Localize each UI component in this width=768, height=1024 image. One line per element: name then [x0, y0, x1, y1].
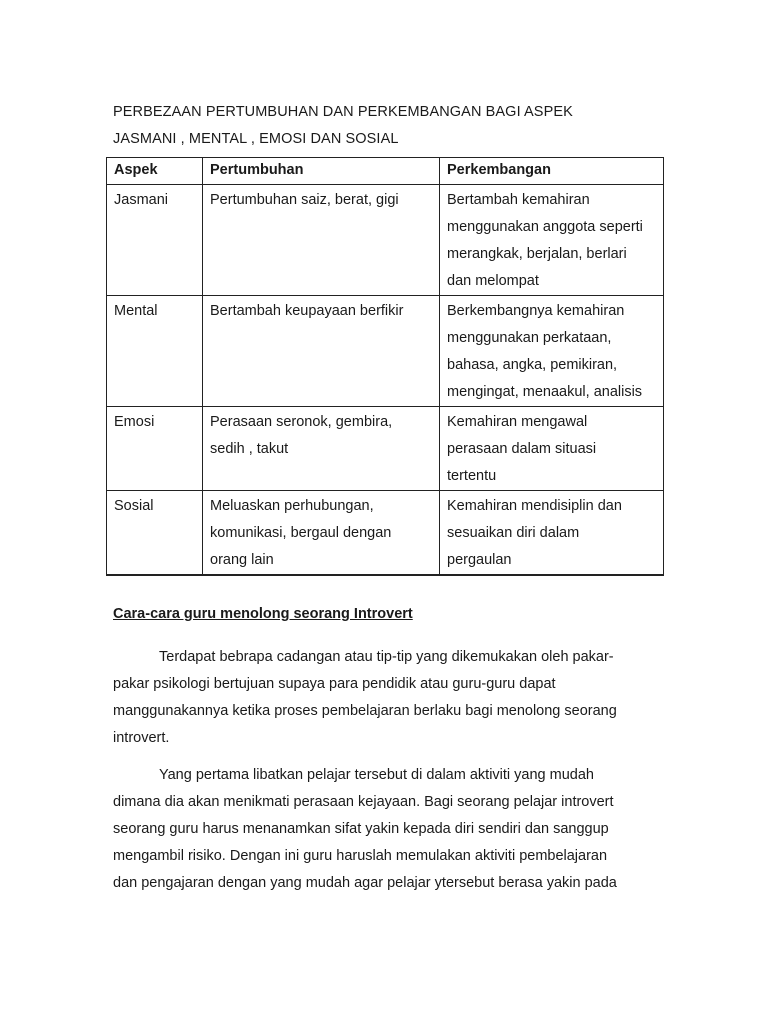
cell-line: Berkembangnya kemahiran	[447, 303, 625, 319]
paragraph-line: Terdapat bebrapa cadangan atau tip-tip yang dikemukakan oleh pakar-	[159, 649, 614, 665]
cell-line: Perasaan seronok, gembira,	[210, 414, 393, 430]
document-title-line-1: PERBEZAAN PERTUMBUHAN DAN PERKEMBANGAN BAGI ASPEK	[113, 104, 573, 120]
cell-line: sesuaikan diri dalam	[447, 525, 580, 541]
cell-pertumbuhan	[203, 296, 440, 407]
cell-line: komunikasi, bergaul dengan	[210, 525, 392, 541]
cell-perkembangan	[440, 296, 664, 407]
cell-line: Pertumbuhan saiz, berat, gigi	[210, 192, 399, 208]
cell-line: Meluaskan perhubungan,	[210, 498, 374, 514]
cell-line: pergaulan	[447, 552, 512, 568]
column-header-aspek: Aspek	[107, 158, 203, 185]
comparison-table	[106, 157, 664, 576]
cell-pertumbuhan	[203, 185, 440, 296]
paragraph-line: seorang guru harus menanamkan sifat yakin kepada diri sendiri dan sanggup	[113, 821, 609, 837]
paragraph-line: dimana dia akan menikmati perasaan kejayaan. Bagi seorang pelajar introvert	[113, 794, 614, 810]
cell-line: Bertambah kemahiran	[447, 192, 590, 208]
paragraph-intro	[113, 644, 643, 752]
cell-line: sedih , takut	[210, 441, 289, 457]
cell-line: Kemahiran mengawal	[447, 414, 588, 430]
paragraph-line: dan pengajaran dengan yang mudah agar pelajar ytersebut berasa yakin pada	[113, 875, 617, 891]
table-row	[107, 185, 664, 296]
cell-perkembangan	[440, 185, 664, 296]
cell-aspek: Mental	[107, 296, 203, 407]
table-row	[107, 296, 664, 407]
cell-perkembangan	[440, 407, 664, 491]
paragraph-line: mengambil risiko. Dengan ini guru haruslah memulakan aktiviti pembelajaran	[113, 848, 608, 864]
cell-aspek: Jasmani	[107, 185, 203, 296]
cell-pertumbuhan	[203, 491, 440, 576]
column-header-perkembangan: Perkembangan	[440, 158, 664, 185]
paragraph-line: introvert.	[113, 730, 170, 746]
cell-line: Kemahiran mendisiplin dan	[447, 498, 622, 514]
cell-aspek: Sosial	[107, 491, 203, 576]
cell-perkembangan	[440, 491, 664, 576]
paragraph-first-tip	[113, 762, 643, 897]
cell-line: merangkak, berjalan, berlari	[447, 246, 627, 262]
cell-line: Bertambah keupayaan berfikir	[210, 303, 404, 319]
cell-line: orang lain	[210, 552, 274, 568]
cell-line: menggunakan anggota seperti	[447, 219, 643, 235]
table-header-row	[107, 158, 664, 185]
column-header-pertumbuhan: Pertumbuhan	[203, 158, 440, 185]
document-title-line-2: JASMANI , MENTAL , EMOSI DAN SOSIAL	[113, 131, 399, 147]
cell-line: menggunakan perkataan,	[447, 330, 612, 346]
paragraph-line: pakar psikologi bertujuan supaya para pendidik atau guru-guru dapat	[113, 676, 556, 692]
paragraph-line: manggunakannya ketika proses pembelajaran berlaku bagi menolong seorang	[113, 703, 617, 719]
cell-line: bahasa, angka, pemikiran,	[447, 357, 618, 373]
cell-line: perasaan dalam situasi	[447, 441, 597, 457]
cell-pertumbuhan	[203, 407, 440, 491]
table-row	[107, 407, 664, 491]
cell-line: dan melompat	[447, 273, 539, 289]
table-row	[107, 491, 664, 576]
section-heading: Cara-cara guru menolong seorang Introvert	[113, 606, 413, 622]
cell-line: tertentu	[447, 468, 497, 484]
paragraph-line: Yang pertama libatkan pelajar tersebut di dalam aktiviti yang mudah	[159, 767, 594, 783]
cell-aspek: Emosi	[107, 407, 203, 491]
cell-line: mengingat, menaakul, analisis	[447, 384, 643, 400]
